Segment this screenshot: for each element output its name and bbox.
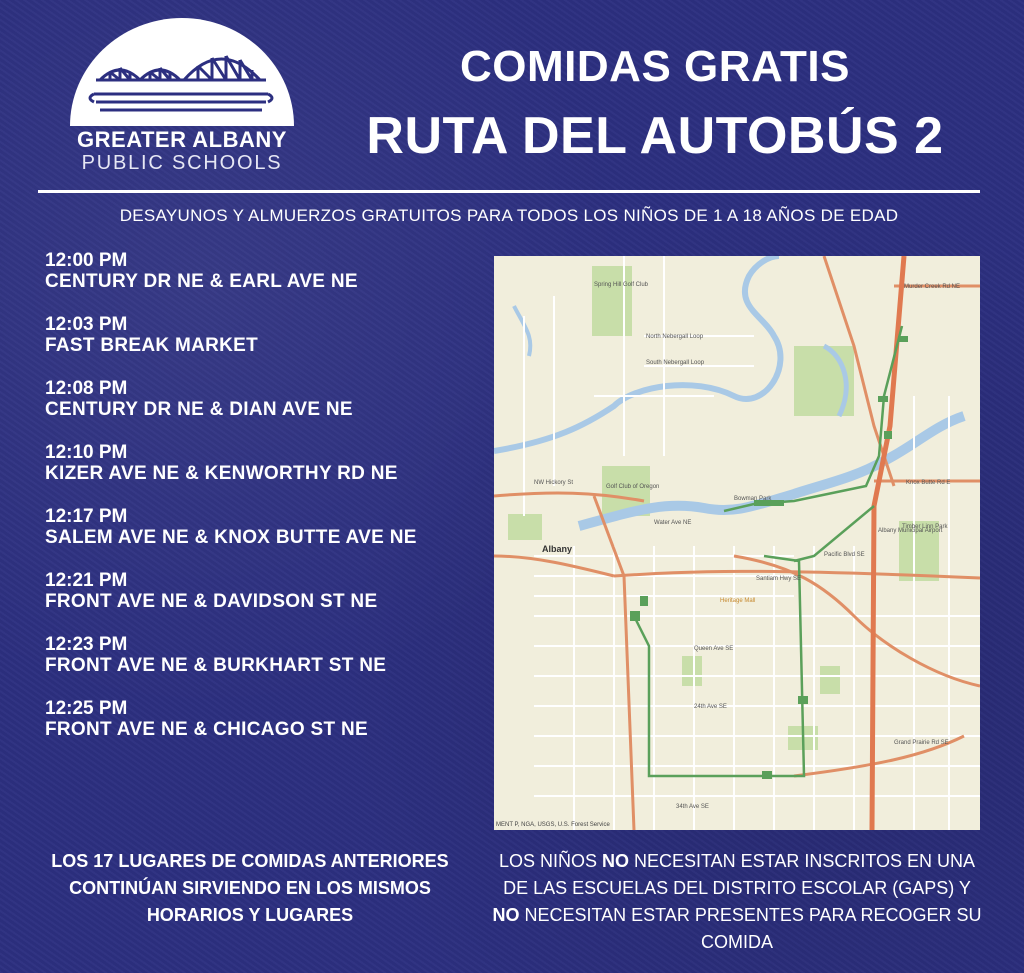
stop-time: 12:25 PM — [45, 698, 128, 719]
stop-time: 12:17 PM — [45, 506, 128, 527]
map-label-timber-linn: Timber Linn Park — [902, 524, 948, 530]
map-label-spring-hill: Spring Hill Golf Club — [594, 282, 649, 288]
divider — [38, 190, 980, 193]
stop-time: 12:10 PM — [45, 442, 128, 463]
stop-place: FRONT AVE NE & CHICAGO ST NE — [45, 719, 368, 740]
stop-item — [45, 314, 485, 378]
map-label-water-ave: Water Ave NE — [654, 520, 692, 526]
map-label-murder-creek: Murder Creek Rd NE — [904, 284, 961, 290]
stop-time: 12:23 PM — [45, 634, 128, 655]
note-right-no2: NO — [492, 905, 520, 925]
stop-item — [45, 570, 485, 634]
map-attribution: MENT P, NGA, USGS, U.S. Forest Service — [496, 822, 610, 828]
note-right-part2: NECESITAN ESTAR INSCRITOS EN UNA DE LAS ESCUELAS DEL DISTRITO ESCOLAR (GAPS) Y — [503, 851, 976, 898]
map-label-south-nebergall: South Nebergall Loop — [646, 360, 705, 366]
map-label-knox-butte: Knox Butte Rd E — [906, 480, 951, 486]
note-right-part1: LOS NIÑOS — [498, 851, 602, 871]
map-label-34th: 34th Ave SE — [676, 804, 709, 810]
map-label-queen: Queen Ave SE — [694, 646, 734, 652]
map-label-24th: 24th Ave SE — [694, 704, 727, 710]
stop-place: SALEM AVE NE & KNOX BUTTE AVE NE — [45, 527, 417, 548]
map-label-bowman: Bowman Park — [734, 496, 772, 502]
map-label-north-nebergall: North Nebergall Loop — [646, 334, 704, 340]
stop-time: 12:08 PM — [45, 378, 128, 399]
map-label-albany: Albany — [542, 544, 573, 554]
stop-item — [45, 506, 485, 570]
map-label-pacific: Pacific Blvd SE — [824, 552, 865, 558]
stop-time: 12:03 PM — [45, 314, 128, 335]
map-label-heritage-mall: Heritage Mall — [720, 598, 756, 604]
logo-line2: PUBLIC SCHOOLS — [81, 152, 283, 174]
stop-item — [45, 250, 485, 314]
map-label-golf-club: Golf Club of Oregon — [606, 484, 660, 490]
stop-item — [45, 378, 485, 442]
stop-place: CENTURY DR NE & DIAN AVE NE — [45, 399, 353, 420]
stop-place: FAST BREAK MARKET — [45, 335, 259, 356]
note-left: LOS 17 LUGARES DE COMIDAS ANTERIORES CONTINÚAN SIRVIENDO EN LOS MISMOS HORARIOS Y LUGARES — [51, 851, 449, 925]
stop-place: FRONT AVE NE & DAVIDSON ST NE — [45, 591, 378, 612]
stop-item — [45, 698, 485, 762]
map-label-nw-hickory: NW Hickory St — [534, 480, 573, 486]
route-map — [494, 256, 980, 830]
map-label-grand-prairie: Grand Prairie Rd SE — [894, 740, 949, 746]
route-title: RUTA DEL AUTOBÚS 2 — [366, 107, 944, 165]
note-right — [490, 848, 984, 956]
note-right-no1: NO — [601, 851, 629, 871]
stop-time: 12:21 PM — [45, 570, 128, 591]
stop-place: KIZER AVE NE & KENWORTHY RD NE — [45, 463, 398, 484]
note-right-part3: NECESITAN ESTAR PRESENTES PARA RECOGER SU COMIDA — [519, 905, 982, 952]
stop-place: FRONT AVE NE & BURKHART ST NE — [45, 655, 387, 676]
stop-item — [45, 442, 485, 506]
map-label-airport: Albany Municipal Airport — [878, 528, 943, 534]
logo-line1: GREATER ALBANY — [77, 127, 287, 152]
stop-list — [45, 250, 485, 762]
page-title: COMIDAS GRATIS — [460, 42, 850, 91]
stop-time: 12:00 PM — [45, 250, 128, 271]
map-label-santiam: Santiam Hwy SE — [756, 576, 802, 582]
stop-place: CENTURY DR NE & EARL AVE NE — [45, 271, 358, 292]
stop-item — [45, 634, 485, 698]
subtitle: DESAYUNOS Y ALMUERZOS GRATUITOS PARA TODOS LOS NIÑOS DE 1 A 18 AÑOS DE EDAD — [119, 206, 899, 225]
